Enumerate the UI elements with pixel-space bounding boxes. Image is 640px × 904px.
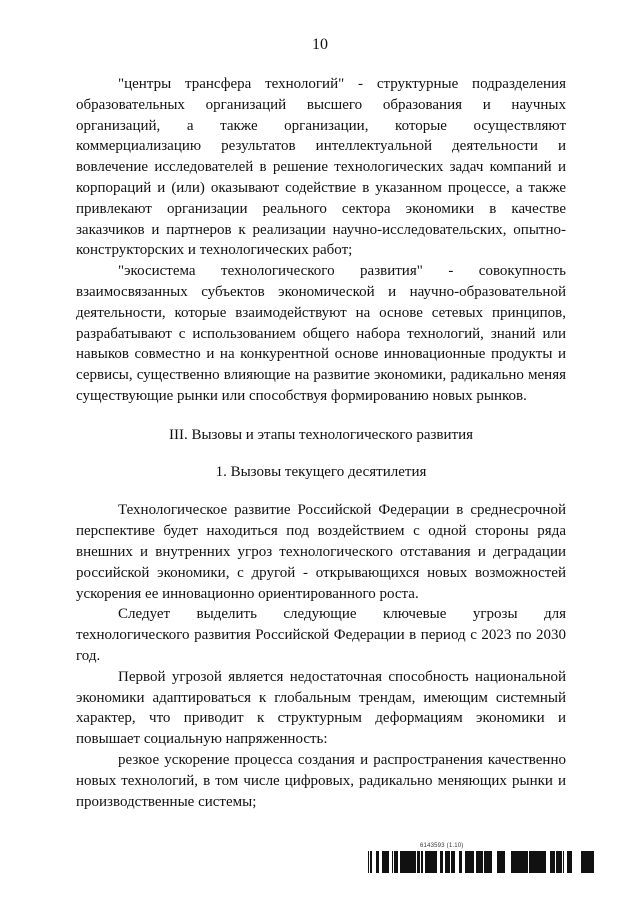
paragraph-technology-transfer-centers: "центры трансфера технологий" - структурные подразделения образовательных организаций высшего образования и научных организаций, а также организации, которые осуществляют коммерциализацию результатов интеллектуальной деятельности и вовлечение исследователей в решение технологических задач компаний и корпораций и (или) оказывают содействие в указанном процессе, а также привлекают организации реального сектора экономики в качестве заказчиков и партнеров к реализации научно-исследовательских, опытно-конструкторских и технологических работ; <box>76 76 566 259</box>
page-number: 10 <box>312 36 328 53</box>
document-body <box>76 74 566 812</box>
barcode-icon <box>368 851 596 873</box>
paragraph-technology-acceleration: резкое ускорение процесса создания и распространения качественно новых технологий, в том числе цифровых, радикально меняющих рынки и производственные системы; <box>76 751 566 810</box>
paragraph-technology-ecosystem: "экосистема технологического развития" - совокупность взаимосвязанных субъектов экономической и научно-образовательной деятельности, которые взаимодействуют на основе сетевых принципов, разрабатывают с использованием общего набора технологий, знаний или навыков совместно и на конкурентной основе инновационные продукты и сервисы, существенно влияющие на развитие экономики, радикально меняя существующие рынки или способствуя формированию новых рынков. <box>76 263 566 404</box>
paragraph-first-threat: Первой угрозой является недостаточная способность национальной экономики адаптироваться к глобальным трендам, имеющим системный характер, что приводит к структурным деформациям экономики и повышает социальную напряженность: <box>76 668 566 748</box>
subsection-heading: 1. Вызовы текущего десятилетия <box>215 463 427 480</box>
section-heading: III. Вызовы и этапы технологического развития <box>168 426 474 443</box>
paragraph-key-threats: Следует выделить следующие ключевые угрозы для технологического развития Российской Федерации в период с 2023 по 2030 год. <box>76 606 566 664</box>
document-code: 6143593 (1.10) <box>420 843 464 849</box>
paragraph-technological-development: Технологическое развитие Российской Федерации в среднесрочной перспективе будет находиться под воздействием с одной стороны ряда внешних и внутренних угроз технологического отставания и деградации российской экономики, с другой - открывающихся новых возможностей ускорения ее инновационно ориентированного роста. <box>76 502 566 602</box>
